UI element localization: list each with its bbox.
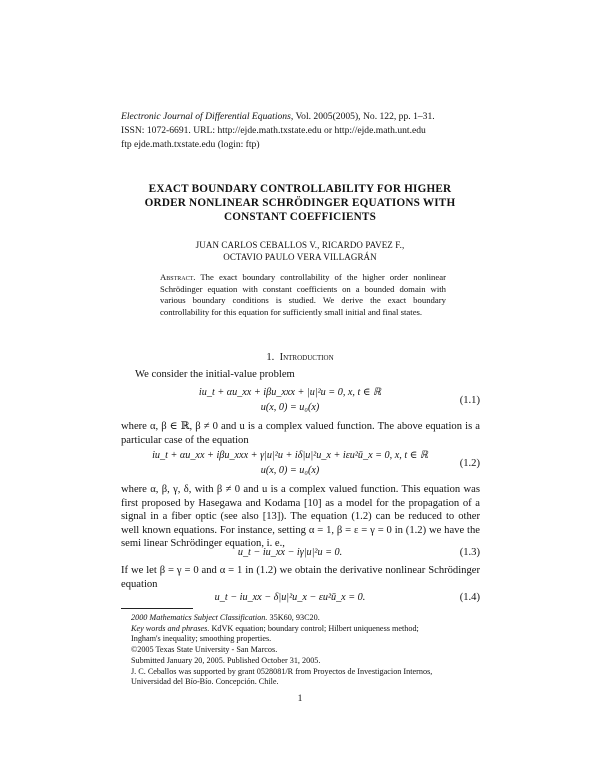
- equation-1-4: u_t − iu_xx − δ|u|²u_x − εu²ū_x = 0.: [214, 592, 366, 603]
- page-number: 1: [297, 693, 303, 704]
- footnote-msc-label: 2000 Mathematics Subject Classification.: [131, 613, 268, 622]
- paper-title-line1: EXACT BOUNDARY CONTROLLABILITY FOR HIGHER: [148, 183, 452, 195]
- paper-title-line3: CONSTANT COEFFICIENTS: [223, 211, 377, 223]
- equation-number-1-3: (1.3): [459, 547, 480, 558]
- equation-1-1-line1: iu_t + αu_xx + iβu_xxx + |u|²u = 0, x, t ∈ ℝ: [198, 387, 382, 398]
- footnote-grant: J. C. Ceballos was supported by grant 0528081/R from Proyectos de Investigacion Internos,: [131, 666, 433, 676]
- paper-title-line2: ORDER NONLINEAR SCHRÖDINGER EQUATIONS WITH: [144, 197, 456, 209]
- authors-line2: OCTAVIO PAULO VERA VILLAGRÁN: [223, 252, 377, 262]
- footnote-submitted: Submitted January 20, 2005. Published October 31, 2005.: [131, 655, 321, 665]
- paragraph-2: where α, β ∈ ℝ, β ≠ 0 and u is a complex valued function. The above equation is a particular case of the equation: [121, 421, 480, 446]
- footnote-rule: [121, 608, 193, 609]
- journal-name: Electronic Journal of Differential Equations: [121, 111, 291, 122]
- journal-header-line3: ftp ejde.math.txstate.edu (login: ftp): [121, 139, 260, 150]
- equation-number-1-2: (1.2): [459, 458, 480, 469]
- authors-line1: JUAN CARLOS CEBALLOS V., RICARDO PAVEZ F.,: [195, 240, 405, 250]
- journal-volume: , Vol. 2005(2005), No. 122, pp. 1–31.: [290, 111, 435, 122]
- footnote-msc: [131, 613, 480, 624]
- footnote-grant-cont: Universidad del Bío-Bío. Concepción. Chile.: [131, 677, 279, 687]
- footnote-keywords: [131, 624, 480, 635]
- equation-1-3: u_t − iu_xx − iγ|u|²u = 0.: [237, 547, 343, 558]
- footnote-copyright: ©2005 Texas State University - San Marcos.: [131, 645, 278, 655]
- section-number: 1.: [266, 352, 275, 363]
- paragraph-1: We consider the initial-value problem: [135, 369, 295, 380]
- footnote-keywords-label: Key words and phrases.: [131, 623, 210, 633]
- paragraph-3: where α, β, γ, δ, with β ≠ 0 and u is a complex valued function. This equation was first proposed by Hasegawa and Kodama [10] as a model for the propagation of a signal in a fiber optic (see also [13]). The equation (1.2) can be reduced to other well known equations. For instance, setting α = 1, β = ε = γ = 0 in (1.2) we have the semi linear Schrödinger equation, i. e.,: [121, 484, 480, 550]
- section-heading: [0, 352, 600, 363]
- footnote-keywords-text: KdVK equation; boundary control; Hilbert uniqueness method;: [211, 623, 419, 633]
- abstract-text: The exact boundary controllability of the higher order nonlinear Schrödinger equation with constant coefficients on a bounded domain with various boundary conditions is studied. We derive the exact boundary controllability for this equation for sufficiently small initial and final states.: [160, 272, 447, 317]
- equation-number-1-1: (1.1): [459, 395, 480, 406]
- equation-1-1-line2: u(x, 0) = u₀(x): [260, 402, 320, 413]
- footnote-msc-codes: 35K60, 93C20.: [269, 613, 320, 622]
- paragraph-4: If we let β = γ = 0 and α = 1 in (1.2) we obtain the derivative nonlinear Schrödinger equation: [121, 565, 480, 590]
- equation-number-1-4: (1.4): [459, 592, 480, 603]
- equation-1-2-line2: u(x, 0) = u₀(x): [260, 465, 320, 476]
- journal-header-line2: ISSN: 1072-6691. URL: http://ejde.math.txstate.edu or http://ejde.math.unt.edu: [121, 125, 426, 136]
- footnote-keywords-cont: Ingham's inequality; smoothing properties.: [131, 634, 272, 644]
- journal-header-line1: [121, 110, 435, 123]
- abstract-label: Abstract.: [160, 272, 196, 282]
- equation-1-2-line1: iu_t + αu_xx + iβu_xxx + γ|u|²u + iδ|u|²u_x + iεu²ū_x = 0, x, t ∈ ℝ: [152, 450, 428, 461]
- abstract: [160, 272, 446, 318]
- section-title: Introduction: [279, 352, 334, 363]
- footnotes: [131, 613, 480, 688]
